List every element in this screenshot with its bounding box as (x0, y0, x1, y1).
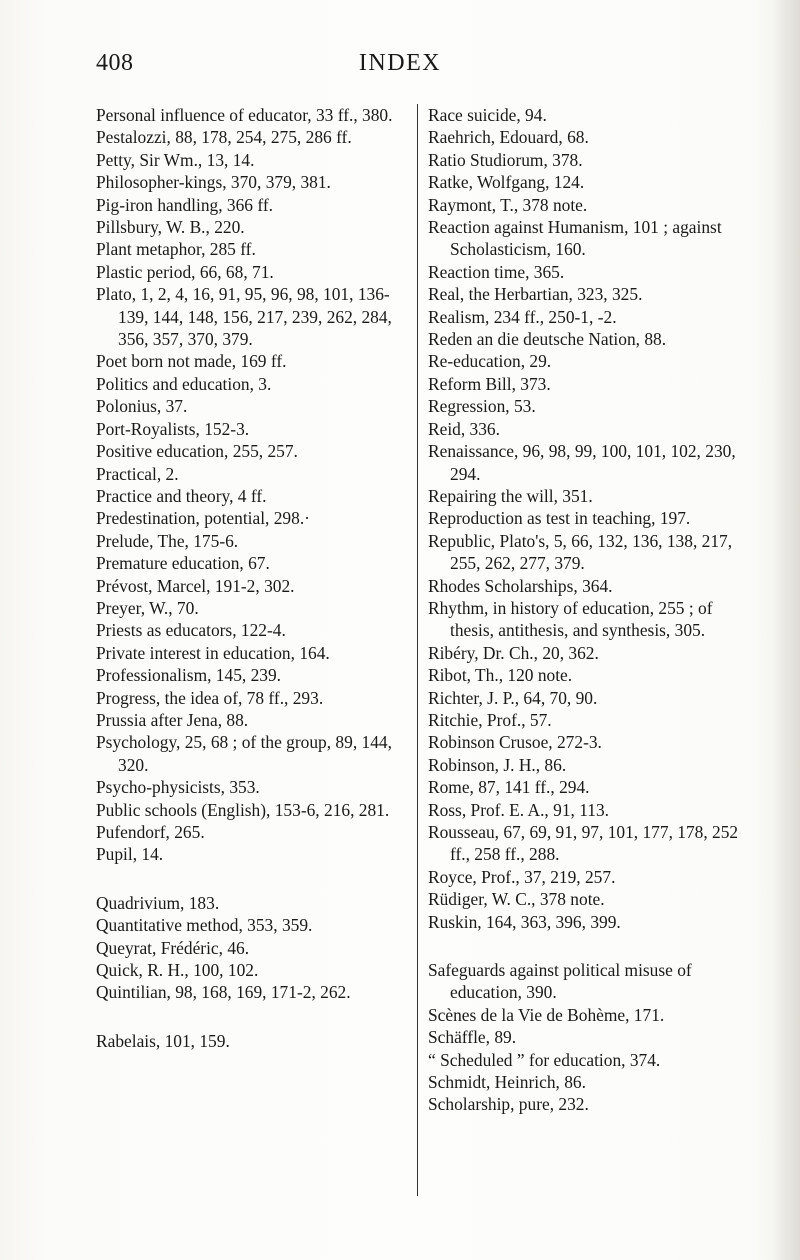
index-entry: Plato, 1, 2, 4, 16, 91, 95, 96, 98, 101, 136-139, 144, 148, 156, 217, 239, 262, 284, 356, 357, 370, 379. (96, 284, 392, 350)
index-entry: Scènes de la Vie de Bohème, 171. (428, 1004, 665, 1025)
index-entry: Quantitative method, 353, 359. (96, 915, 313, 936)
index-entry: Reid, 336. (428, 418, 500, 439)
index-entry: Positive education, 255, 257. (96, 441, 298, 462)
index-entry: Schäffle, 89. (428, 1027, 517, 1048)
index-entry: Poet born not made, 169 ff. (96, 351, 287, 372)
index-entry: Private interest in education, 164. (96, 642, 330, 663)
page-edge-shadow (772, 0, 800, 1260)
index-entry: Petty, Sir Wm., 13, 14. (96, 149, 255, 170)
index-entry: Rüdiger, W. C., 378 note. (428, 889, 605, 910)
index-entry: Pupil, 14. (96, 844, 164, 865)
index-entry: “ Scheduled ” for education, 374. (428, 1049, 661, 1070)
index-entry: Pufendorf, 265. (96, 822, 205, 842)
index-entry: Practice and theory, 4 ff. (96, 485, 267, 506)
index-entry: Queyrat, Frédéric, 46. (96, 937, 250, 958)
index-entry: Polonius, 37. (96, 396, 188, 417)
index-entry: Plant metaphor, 285 ff. (96, 239, 256, 260)
index-entry: Rhodes Scholarships, 364. (428, 575, 613, 596)
index-entry: Predestination, potential, 298.· (96, 508, 310, 529)
index-entry: Rhythm, in history of education, 255 ; of thesis, antithesis, and synthesis, 305. (428, 597, 713, 641)
index-entry: Ruskin, 164, 363, 396, 399. (428, 911, 621, 932)
index-entry: Real, the Herbartian, 323, 325. (428, 284, 643, 305)
index-entry: Regression, 53. (428, 396, 536, 417)
index-column-right (428, 104, 746, 1116)
page-header (0, 50, 800, 90)
index-entry: Progress, the idea of, 78 ff., 293. (96, 687, 324, 708)
section-gap (96, 1004, 408, 1030)
index-entry: Prévost, Marcel, 191-2, 302. (96, 575, 295, 596)
index-entry: Reden an die deutsche Nation, 88. (428, 329, 667, 350)
index-entry: Psycho-physicists, 353. (96, 777, 260, 798)
index-entry: Premature education, 67. (96, 553, 270, 574)
index-entry: Race suicide, 94. (428, 105, 547, 125)
index-entry: Ritchie, Prof., 57. (428, 709, 552, 730)
index-entry: Priests as educators, 122-4. (96, 620, 286, 641)
index-entry: Pestalozzi, 88, 178, 254, 275, 286 ff. (96, 127, 352, 148)
index-entry: Re-education, 29. (428, 351, 552, 372)
index-entry: Reproduction as test in teaching, 197. (428, 508, 691, 529)
running-head: INDEX (358, 50, 442, 76)
index-entry: Quadrivium, 183. (96, 892, 220, 913)
index-entry: Prelude, The, 175-6. (96, 530, 239, 551)
index-entry: Ribéry, Dr. Ch., 20, 362. (428, 642, 599, 663)
index-entry: Quintilian, 98, 168, 169, 171-2, 262. (96, 982, 351, 1003)
index-column-left (96, 104, 408, 1052)
index-entry: Raymont, T., 378 note. (428, 194, 588, 215)
index-entry: Rabelais, 101, 159. (96, 1030, 230, 1051)
index-entry: Robinson, J. H., 86. (428, 754, 567, 775)
index-entry: Practical, 2. (96, 463, 179, 484)
index-entry: Pig-iron handling, 366 ff. (96, 194, 273, 215)
index-entry: Professionalism, 145, 239. (96, 665, 282, 686)
page-number: 408 (96, 50, 134, 76)
index-entry: Realism, 234 ff., 250-1, -2. (428, 306, 617, 327)
index-entry: Rousseau, 67, 69, 91, 97, 101, 177, 178, 252 ff., 258 ff., 288. (428, 822, 739, 865)
index-entry: Ratio Studiorum, 378. (428, 149, 583, 170)
section-gap (96, 866, 408, 892)
index-entry: Royce, Prof., 37, 219, 257. (428, 866, 616, 887)
section-gap (428, 933, 746, 959)
index-entry: Reform Bill, 373. (428, 373, 551, 394)
index-entry: Plastic period, 66, 68, 71. (96, 261, 274, 282)
index-entry: Repairing the will, 351. (428, 485, 593, 506)
column-divider (417, 104, 418, 1196)
index-entry: Psychology, 25, 68 ; of the group, 89, 144, 320. (96, 732, 392, 775)
index-entry: Pillsbury, W. B., 220. (96, 217, 245, 238)
index-entry: Reaction against Humanism, 101 ; against Scholasticism, 160. (428, 217, 722, 260)
index-entry: Personal influence of educator, 33 ff., 380. (96, 105, 393, 125)
index-entry: Robinson Crusoe, 272-3. (428, 732, 602, 753)
index-entry: Public schools (English), 153-6, 216, 281. (96, 799, 390, 820)
index-entry: Schmidt, Heinrich, 86. (428, 1072, 586, 1093)
index-entry: Ribot, Th., 120 note. (428, 665, 573, 686)
index-entry: Raehrich, Edouard, 68. (428, 127, 589, 148)
index-entry: Renaissance, 96, 98, 99, 100, 101, 102, 230, 294. (428, 441, 736, 484)
index-entry: Republic, Plato's, 5, 66, 132, 136, 138, 217, 255, 262, 277, 379. (428, 530, 733, 574)
index-entry: Preyer, W., 70. (96, 597, 199, 618)
index-entry: Safeguards against political misuse of education, 390. (428, 960, 692, 1003)
index-entry: Philosopher-kings, 370, 379, 381. (96, 172, 331, 193)
index-entry: Reaction time, 365. (428, 261, 565, 282)
index-entry: Politics and education, 3. (96, 373, 272, 394)
index-entry: Ratke, Wolfgang, 124. (428, 172, 585, 193)
index-entry: Prussia after Jena, 88. (96, 709, 249, 730)
index-entry: Ross, Prof. E. A., 91, 113. (428, 799, 610, 820)
index-entry: Scholarship, pure, 232. (428, 1094, 589, 1115)
index-entry: Richter, J. P., 64, 70, 90. (428, 687, 598, 708)
index-entry: Rome, 87, 141 ff., 294. (428, 777, 590, 798)
index-entry: Port-Royalists, 152-3. (96, 418, 250, 439)
index-entry: Quick, R. H., 100, 102. (96, 960, 259, 981)
